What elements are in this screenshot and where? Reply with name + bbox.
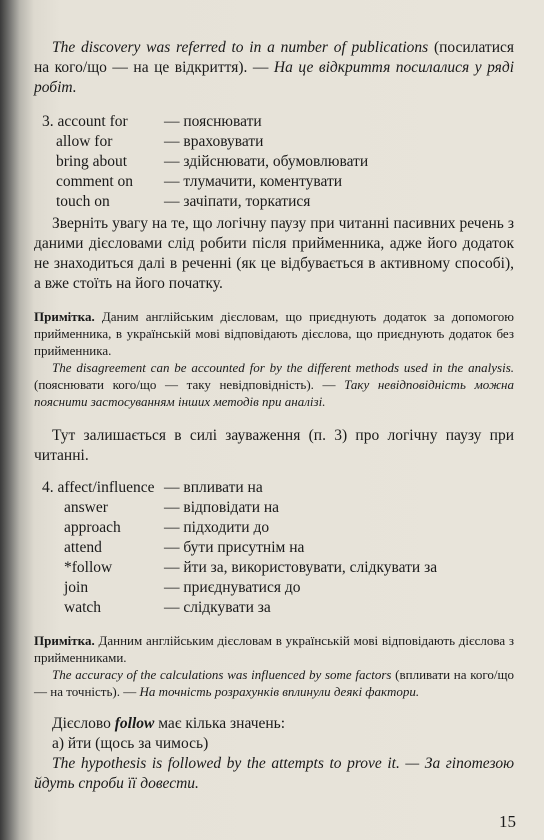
note-label: Примітка. [34,309,95,324]
page-content [34,38,514,794]
note-example-en: The disagreement can be accounted for by the different methods used in the analysis. [52,360,514,375]
intro-example-translation: На це відкриття посилалися у ряді робіт. [34,59,514,96]
follow-example-ua: — За гіпотезою йдуть спроби її довести. [34,755,515,792]
list-term: 3. account for [42,113,128,130]
remark-paragraph: Тут залишається в силі зауваження (п. 3) про логічну паузу при читанні. [34,427,514,464]
list-item [34,152,514,172]
note-example-note: (пояснювати кого/що — таку невідповідність). — [34,377,345,392]
list-term: watch [64,599,102,616]
list-item [34,132,514,152]
list-term: join [64,579,89,596]
list-term: approach [64,519,121,536]
list-translation: — впливати на [164,479,263,496]
follow-example [34,754,514,794]
list-term: *follow [64,559,113,576]
note-example-note: (впливати на кого/що — на точність). — [34,667,515,699]
note-1-example [34,359,514,410]
follow-meaning-a: а) йти (щось за чимось) [52,735,209,752]
list-term: attend [64,539,102,556]
list-item [34,518,514,538]
note-example-en: The accuracy of the calculations was influenced by some factors [52,667,392,682]
follow-example-en: The hypothesis is followed by the attempts to prove it. [52,755,400,772]
list-translation: — йти за, використовувати, слідкувати за [164,559,438,576]
note-2-example [34,666,514,700]
intro-example-note: (посилатися на кого/що — на це відкриття). — [34,39,515,76]
list-item [34,558,514,578]
list-translation: — здійснювати, обумовлювати [164,153,369,170]
list-item [34,498,514,518]
note-example-translation: Таку невідповідність можна пояснити застосуванням інших методів при аналізі. [34,377,514,409]
follow-post: має кілька значень: [154,715,286,732]
list-translation: — слідкувати за [164,599,271,616]
list-item [34,478,514,498]
pause-paragraph: Зверніть увагу на те, що логічну паузу при читанні пасивних речень з даними дієсловами слід робити після прийменника, адже його додаток не знаходиться далі в реченні (як це відбувається в активному способі), а вже стоїть на його початку. [34,215,514,292]
list-translation: — тлумачити, коментувати [164,173,343,190]
verb-list-3 [34,112,514,212]
note-2 [34,632,514,666]
list-item [34,172,514,192]
intro-example [34,38,514,98]
list-translation: — враховувати [164,133,264,150]
note-example-translation: На точність розрахунків вплинули деякі фактори. [139,684,420,699]
list-translation: — відповідати на [164,499,280,516]
list-item [34,192,514,212]
verb-list-4 [34,478,514,618]
follow-intro [34,714,514,734]
list-term: touch on [56,193,110,210]
follow-pre: Дієслово [52,715,115,732]
list-term: 4. affect/influence [42,479,155,496]
list-term: comment on [56,173,134,190]
list-item [34,538,514,558]
list-translation: — приєднуватися до [164,579,301,596]
list-translation: — підходити до [164,519,270,536]
note-text: Данним англійським дієсловам в українській мові відповідають дієслова з прийменниками. [34,633,514,665]
follow-word: follow [114,715,155,732]
list-term: allow for [56,133,113,150]
list-translation: — пояснювати [164,113,262,130]
list-term: answer [64,499,108,516]
list-item [34,112,514,132]
intro-example-en: The discovery was referred to in a number of publications [52,39,429,56]
page-number: 15 [499,812,516,831]
note-label: Примітка. [34,633,95,648]
note-1 [34,308,514,359]
list-translation: — бути присутнім на [164,539,305,556]
list-term: bring about [56,153,128,170]
list-item [34,598,514,618]
list-item [34,578,514,598]
note-text: Даним англійським дієсловам, що приєднують додаток за допомогою прийменника, в українській мові відповідають дієслова, що приєднують додаток без прийменника. [34,309,514,358]
list-translation: — зачіпати, торкатися [164,193,311,210]
